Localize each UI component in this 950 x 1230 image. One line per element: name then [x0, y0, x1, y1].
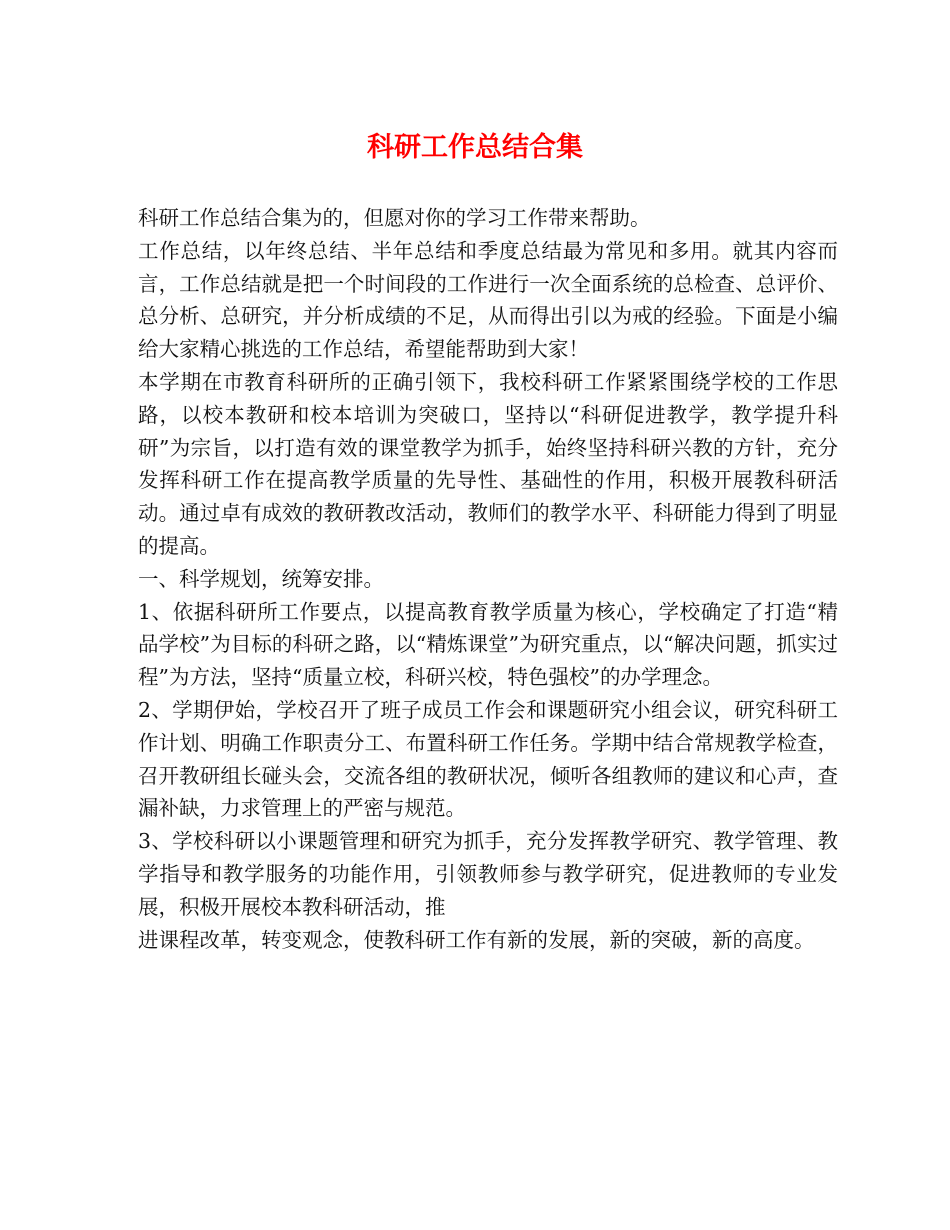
- paragraph-intro: 科研工作总结合集为的，但愿对你的学习工作带来帮助。: [138, 206, 651, 230]
- document-body: [138, 202, 838, 956]
- paragraph-item-3-continued: 进课程改革，转变观念，使教科研工作有新的发展，新的突破，新的高度。: [138, 927, 815, 952]
- paragraph-summary-definition: 工作总结，以年终总结、半年总结和季度总结最为常见和多用。就其内容而言，工作总结就是把一个时间段的工作进行一次全面系统的总检查、总评价、总分析、总研究，并分析成绩的不足，从而得出引以为戒的经验。下面是小编给大家精心挑选的工作总结，希望能帮助到大家！: [138, 238, 838, 362]
- paragraph-semester-overview: 本学期在市教育科研所的正确引领下，我校科研工作紧紧围绕学校的工作思路，以校本教研和校本培训为突破口，坚持以“科研促进教学，教学提升科研”为宗旨，以打造有效的课堂教学为抓手，始终坚持科研兴教的方针，充分发挥科研工作在提高教学质量的先导性、基础性的作用，积极开展教科研活动。通过卓有成效的教研教改活动，教师们的教学水平、科研能力得到了明显的提高。: [138, 369, 838, 558]
- document-title: 科研工作总结合集: [367, 132, 583, 163]
- paragraph-item-2: 2、学期伊始，学校召开了班子成员工作会和课题研究小组会议，研究科研工作计划、明确工作职责分工、布置科研工作任务。学期中结合常规教学检查，召开教研组长碰头会，交流各组的教研状况，倾听各组教师的建议和心声，查漏补缺，力求管理上的严密与规范。: [138, 697, 838, 821]
- paragraph-item-3: 3、学校科研以小课题管理和研究为抓手，充分发挥教学研究、教学管理、教学指导和教学服务的功能作用，引领教师参与教学研究，促进教师的专业发展，积极开展校本教科研活动，推: [138, 829, 838, 919]
- section-heading-planning: 一、科学规划，统筹安排。: [138, 566, 384, 591]
- paragraph-item-1: 1、依据科研所工作要点，以提高教育教学质量为核心，学校确定了打造“精品学校”为目标的科研之路，以“精炼课堂”为研究重点，以“解决问题，抓实过程”为方法，坚持“质量立校，科研兴校，特色强校”的办学理念。: [138, 599, 838, 690]
